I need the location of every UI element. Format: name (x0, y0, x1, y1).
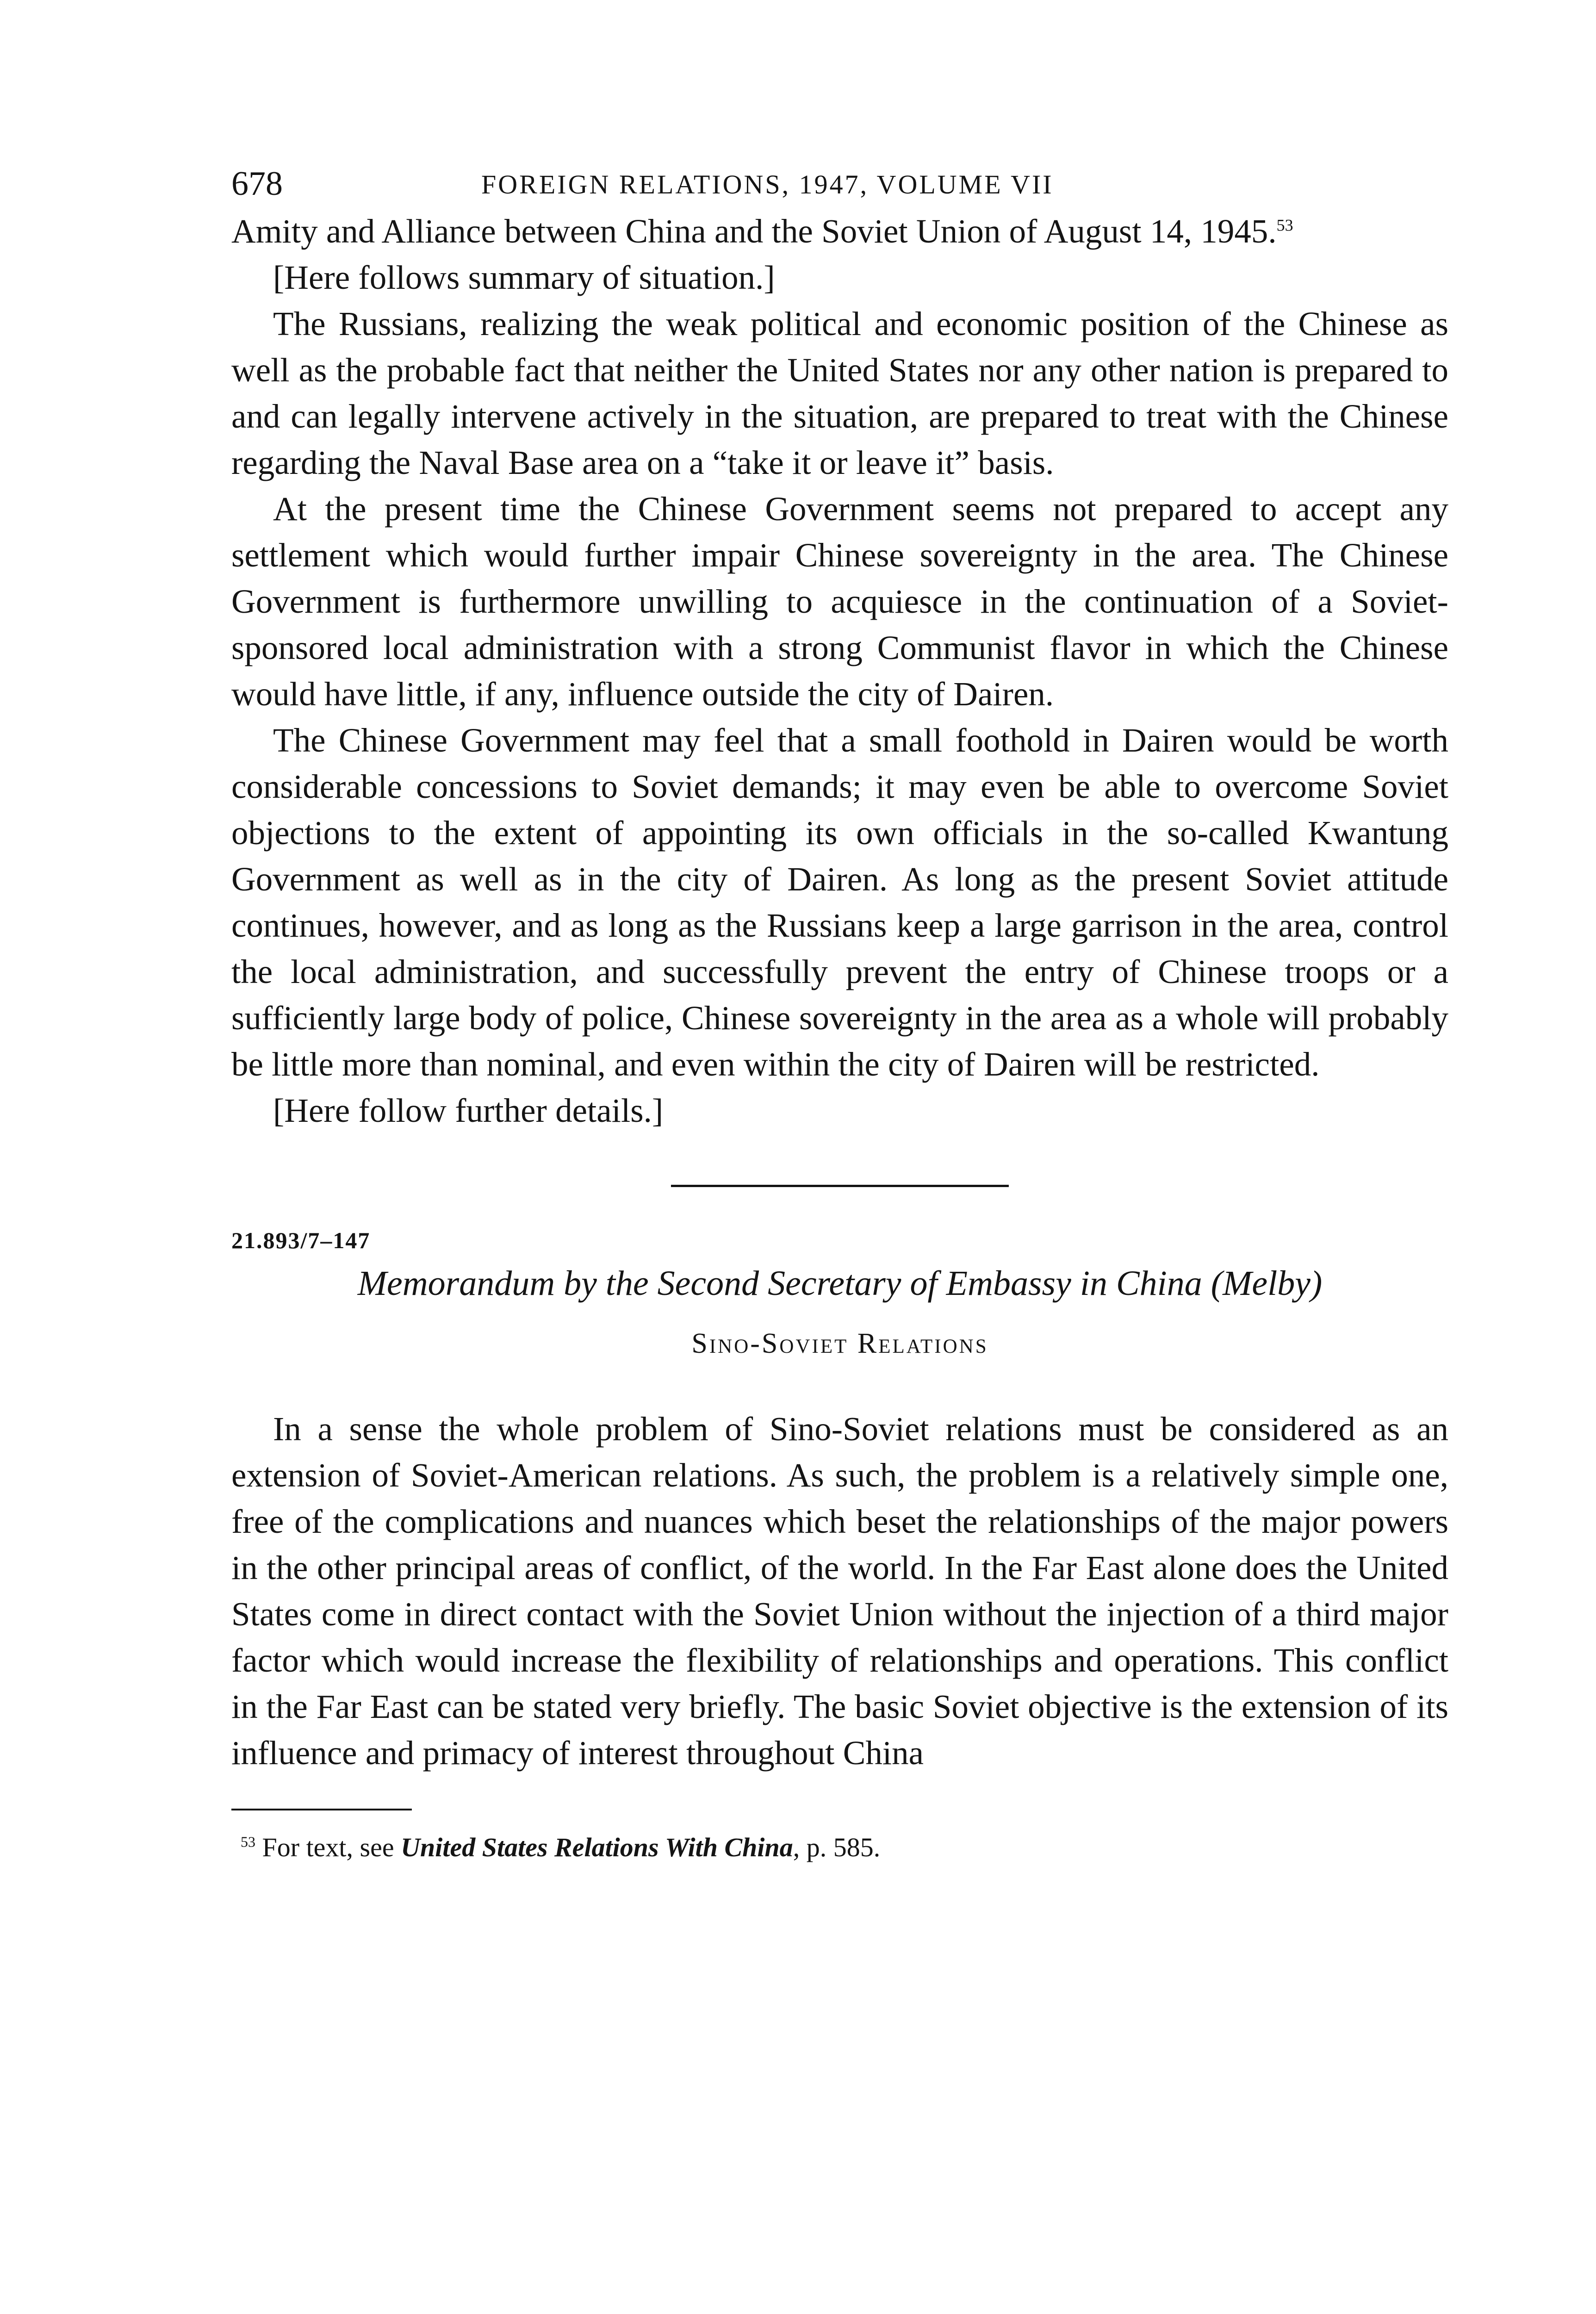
paragraph-text: Amity and Alliance between China and the Soviet Union of August 14, 1945. (231, 212, 1277, 250)
footnote-text-end: , p. 585. (793, 1832, 881, 1862)
footnote (231, 1829, 1448, 1866)
editorial-note: [Here follow further details.] (273, 1092, 664, 1129)
footnote-cited-title: United States Relations With China (401, 1832, 793, 1862)
document-page (231, 153, 1448, 1866)
running-title: FOREIGN RELATIONS, 1947, VOLUME VII (481, 169, 1054, 199)
paragraph: The Russians, realizing the weak political and economic position of the Chinese as well as the probable fact that neither the United States nor any other nation is prepared to and can legally intervene actively in the situation, are prepared to treat with the Chinese regarding the Naval Base area on a “take it or leave it” basis. (231, 305, 1448, 481)
paragraph: At the present time the Chinese Government seems not prepared to accept any settlement which would further impair Chinese sovereignty in the area. The Chinese Government is furthermore unwilling to acquiesce in the continuation of a Soviet-sponsored local administration with a strong Communist flavor in which the Chinese would have little, if any, influence outside the city of Dairen. (231, 490, 1448, 713)
section-divider (671, 1185, 1009, 1187)
memorandum-body (231, 1406, 1448, 1776)
paragraph: The Chinese Government may feel that a small foothold in Dairen would be worth considerable concessions to Soviet demands; it may even be able to overcome Soviet objections to the extent of appointing its own officials in the so-called Kwantung Government as well as in the city of Dairen. As long as the present Soviet attitude continues, however, and as long as the Russians keep a large garrison in the area, control the local administration, and successfully prevent the entry of Chinese troops or a sufficiently large body of police, Chinese sovereignty in the area as a whole will probably be little more than nominal, and even within the city of Dairen will be restricted. (231, 722, 1448, 1083)
page-header (231, 153, 1448, 208)
file-number: 21.893/7–147 (231, 1227, 371, 1253)
footnote-text: For text, see (262, 1832, 401, 1862)
subject-heading: Sino-Soviet Relations (691, 1328, 988, 1359)
paragraph (231, 208, 1448, 255)
footnote-reference: 53 (1276, 216, 1293, 235)
editorial-note: [Here follows summary of situation.] (273, 259, 775, 296)
paragraph: In a sense the whole problem of Sino-Soviet relations must be considered as an extension of Soviet-American relations. As such, the problem is a relatively simple one, free of the complications and nuances which beset the relationships of the major powers in the other principal areas of conflict, of the world. In the Far East alone does the United States come in direct contact with the Soviet Union without the injection of a third major factor which would increase the flexibility of relationships and operations. This conflict in the Far East can be stated very briefly. The basic Soviet objective is the extension of its influence and primacy of interest throughout China (231, 1410, 1448, 1772)
continued-section (231, 208, 1448, 1134)
memorandum-section (231, 1224, 1448, 1776)
page-number: 678 (231, 165, 283, 203)
document-title: Memorandum by the Second Secretary of Embassy in China (Melby) (357, 1264, 1323, 1303)
footnote-divider (231, 1809, 412, 1810)
footnote-mark: 53 (241, 1833, 255, 1850)
